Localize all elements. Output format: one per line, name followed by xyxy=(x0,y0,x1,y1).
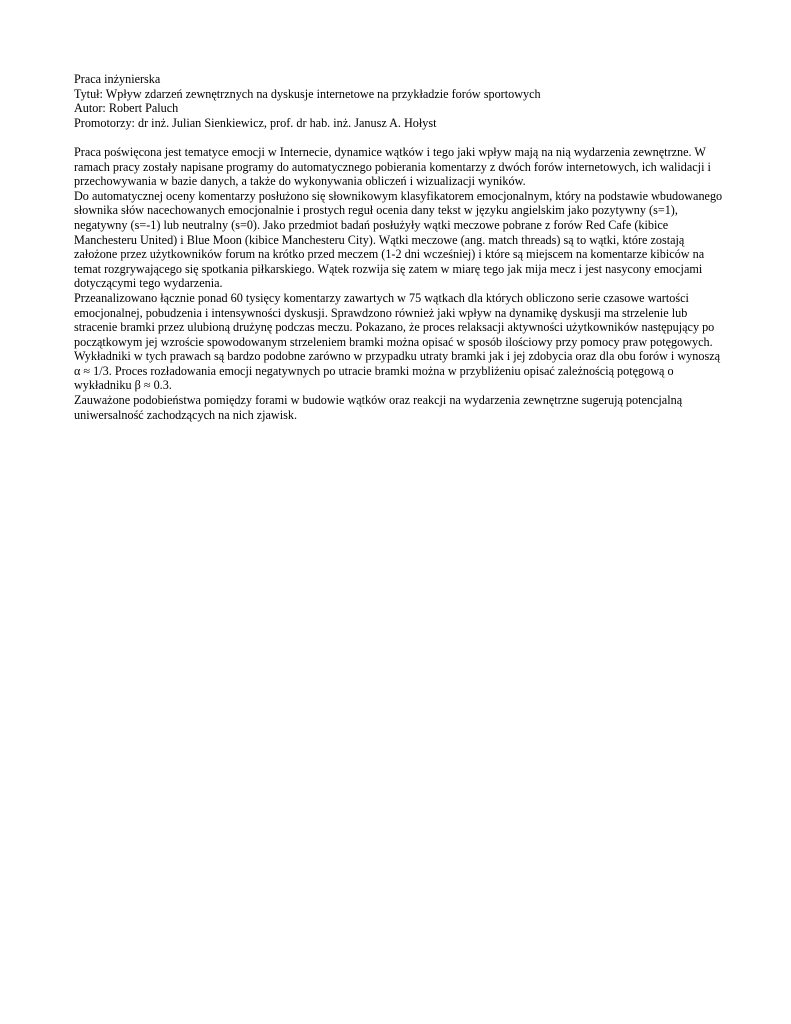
document-page xyxy=(74,72,724,422)
thesis-title: Tytuł: Wpływ zdarzeń zewnętrznych na dyskusje internetowe na przykładzie forów sportowych xyxy=(74,86,541,101)
thesis-author: Autor: Robert Paluch xyxy=(74,101,179,116)
thesis-type-label: Praca inżynierska xyxy=(74,72,161,86)
abstract-paragraph: Przeanalizowano łącznie ponad 60 tysięcy komentarzy zawartych w 75 wątkach dla których obliczono serie czasowe wartości emocjonalnej, pobudzenia i intensywności dyskusji. Sprawdzono również jaki wpływ na dynamikę dyskusji ma strzelenie lub stracenie bramki przez ulubioną drużynę podczas meczu. Pokazano, że proces relaksacji aktywności użytkowników następujący po początkowym jej wzroście spowodowanym strzeleniem bramki można opisać w sposób ilościowy przy pomocy praw potęgowych. Wykładniki w tych prawach są bardzo podobne zarówno w przypadku utraty bramki jak i jej zdobycia oraz dla obu forów i wynoszą α ≈ 1/3. Proces rozładowania emocji negatywnych po utracie bramki można w przybliżeniu opisać zależnością potęgową o wykładniku β ≈ 0.3. xyxy=(74,290,721,393)
abstract xyxy=(74,145,724,422)
thesis-promoters: Promotorzy: dr inż. Julian Sienkiewicz, prof. dr hab. inż. Janusz A. Hołyst xyxy=(74,115,437,130)
abstract-paragraph: Do automatycznej oceny komentarzy posłużono się słownikowym klasyfikatorem emocjonalnym, który na podstawie wbudowanego słownika słów nacechowanych emocjonalnie i prostych reguł ocenia dany tekst w języku angielskim jako pozytywny (s=1), negatywny (s=-1) lub neutralny (s=0). Jako przedmiot badań posłużyły wątki meczowe pobrane z forów Red Cafe (kibice Manchesteru United) i Blue Moon (kibice Manchesteru City). Wątki meczowe (ang. match threads) są to wątki, które zostają założone przez użytkowników forum na krótko przed meczem (1-2 dni wcześniej) i które są miejscem na komentarze kibiców na temat rozgrywającego się spotkania piłkarskiego. Wątek rozwija się zatem w miarę tego jak mija mecz i jest nasycony emocjami dotyczącymi tego wydarzenia. xyxy=(74,188,723,291)
abstract-paragraph: Zauważone podobieństwa pomiędzy forami w budowie wątków oraz reakcji na wydarzenia zewnętrzne sugerują potencjalną uniwersalność zachodzących na nich zjawisk. xyxy=(74,393,683,422)
abstract-paragraph: Praca poświęcona jest tematyce emocji w Internecie, dynamice wątków i tego jaki wpływ mają na nią wydarzenia zewnętrzne. W ramach pracy zostały napisane programy do automatycznego pobierania komentarzy z dwóch forów internetowych, ich walidacji i przechowywania w bazie danych, a także do wykonywania obliczeń i wizualizacji wyników. xyxy=(74,144,711,189)
header-spacer xyxy=(74,130,724,145)
